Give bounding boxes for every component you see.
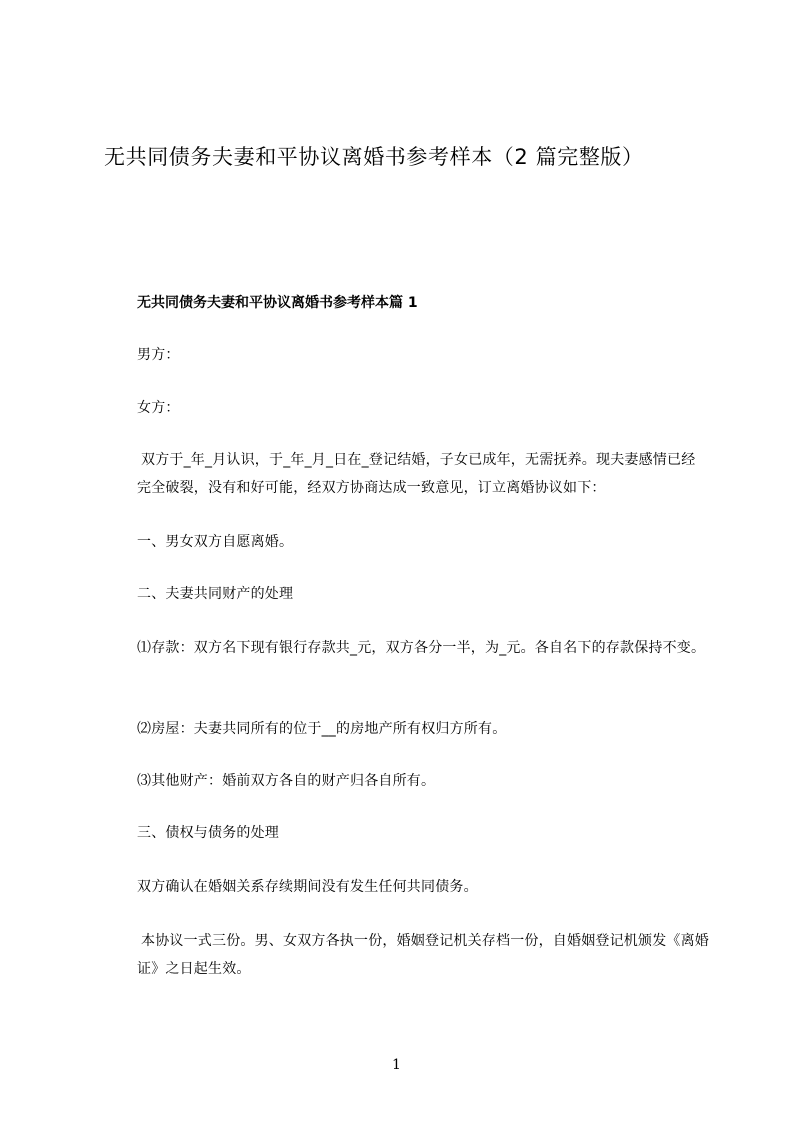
document-title: 无共同债务夫妻和平协议离婚书参考样本（2 篇完整版） <box>104 145 644 169</box>
paragraph-clause-1: 一、男女双方自愿离婚。 <box>137 534 294 550</box>
paragraph-agreement-intro: 双方于_年_月认识，于_年_月_日在_登记结婚，子女已成年，无需抚养。现夫妻感情已经完全破裂，没有和好可能，经双方协商达成一致意见，订立离婚协议如下： <box>137 452 696 496</box>
page-number: 1 <box>392 1057 401 1073</box>
paragraph-no-debt: 双方确认在婚姻关系存续期间没有发生任何共同债务。 <box>137 879 478 895</box>
paragraph-deposits: ⑴存款：双方名下现有银行存款共_元，双方各分一半，为_元。各自名下的存款保持不变。 <box>137 640 706 656</box>
paragraph-clause-2-heading: 二、夫妻共同财产的处理 <box>137 586 294 602</box>
paragraph-house: ⑵房屋：夫妻共同所有的位于__的房地产所有权归方所有。 <box>137 721 507 737</box>
paragraph-other-property: ⑶其他财产：婚前双方各自的财产归各自所有。 <box>137 773 436 789</box>
section-heading: 无共同债务夫妻和平协议离婚书参考样本篇 1 <box>137 295 418 311</box>
paragraph-female-party: 女方： <box>137 400 180 416</box>
paragraph-copies-effective: 本协议一式三份。男、女双方各执一份，婚姻登记机关存档一份，自婚姻登记机颁发《离婚证》之日起生效。 <box>137 933 709 977</box>
paragraph-male-party: 男方： <box>137 347 180 363</box>
paragraph-clause-3-heading: 三、债权与债务的处理 <box>137 825 279 841</box>
